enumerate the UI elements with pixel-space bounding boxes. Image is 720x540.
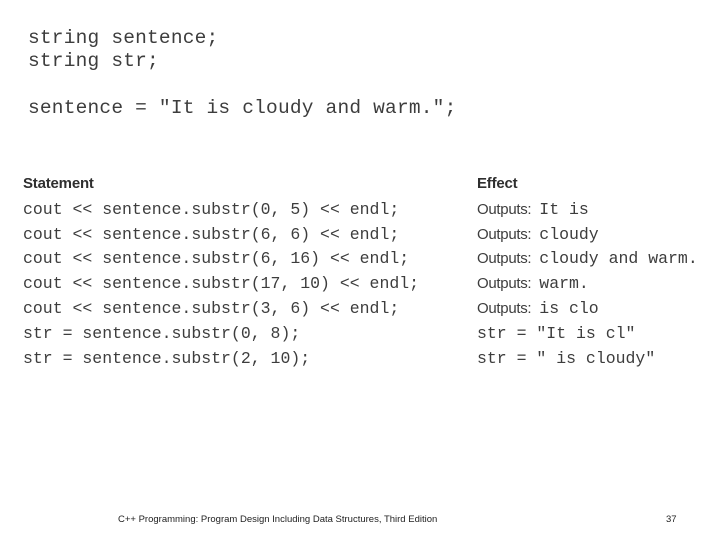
statement-row-1: cout << sentence.substr(0, 5) << endl; bbox=[23, 200, 400, 219]
effect-label: Outputs: bbox=[477, 275, 532, 292]
effect-value: cloudy and warm. bbox=[539, 249, 698, 268]
statement-row-5: cout << sentence.substr(3, 6) << endl; bbox=[23, 299, 400, 318]
statement-header: Statement bbox=[23, 175, 94, 192]
effect-label: Outputs: bbox=[477, 226, 532, 243]
effect-label: Outputs: bbox=[477, 300, 532, 317]
effect-value: is clo bbox=[539, 299, 599, 318]
effect-row-6 bbox=[477, 324, 635, 344]
effect-row-4 bbox=[477, 274, 589, 294]
effect-row-2 bbox=[477, 225, 599, 245]
page-number: 37 bbox=[666, 514, 677, 525]
statement-row-3: cout << sentence.substr(6, 16) << endl; bbox=[23, 249, 410, 268]
effect-value: str = " is cloudy" bbox=[477, 349, 656, 368]
effect-row-1 bbox=[477, 200, 589, 220]
effect-row-7 bbox=[477, 349, 655, 369]
effect-label: Outputs: bbox=[477, 250, 532, 267]
effect-value: It is bbox=[539, 200, 589, 219]
declaration-str: string str; bbox=[28, 50, 159, 72]
statement-row-2: cout << sentence.substr(6, 6) << endl; bbox=[23, 225, 400, 244]
declaration-sentence: string sentence; bbox=[28, 27, 219, 49]
effect-value: cloudy bbox=[539, 225, 599, 244]
statement-row-6: str = sentence.substr(0, 8); bbox=[23, 324, 301, 343]
effect-row-3 bbox=[477, 249, 698, 269]
footer-text: C++ Programming: Program Design Including Data Structures, Third Edition bbox=[118, 514, 438, 525]
effect-header: Effect bbox=[477, 175, 518, 192]
effect-label: Outputs: bbox=[477, 201, 532, 218]
assignment-sentence: sentence = "It is cloudy and warm."; bbox=[28, 97, 457, 119]
effect-value: warm. bbox=[539, 274, 589, 293]
effect-value: str = "It is cl" bbox=[477, 324, 636, 343]
statement-row-7: str = sentence.substr(2, 10); bbox=[23, 349, 311, 368]
statement-row-4: cout << sentence.substr(17, 10) << endl; bbox=[23, 274, 420, 293]
effect-row-5 bbox=[477, 299, 599, 319]
